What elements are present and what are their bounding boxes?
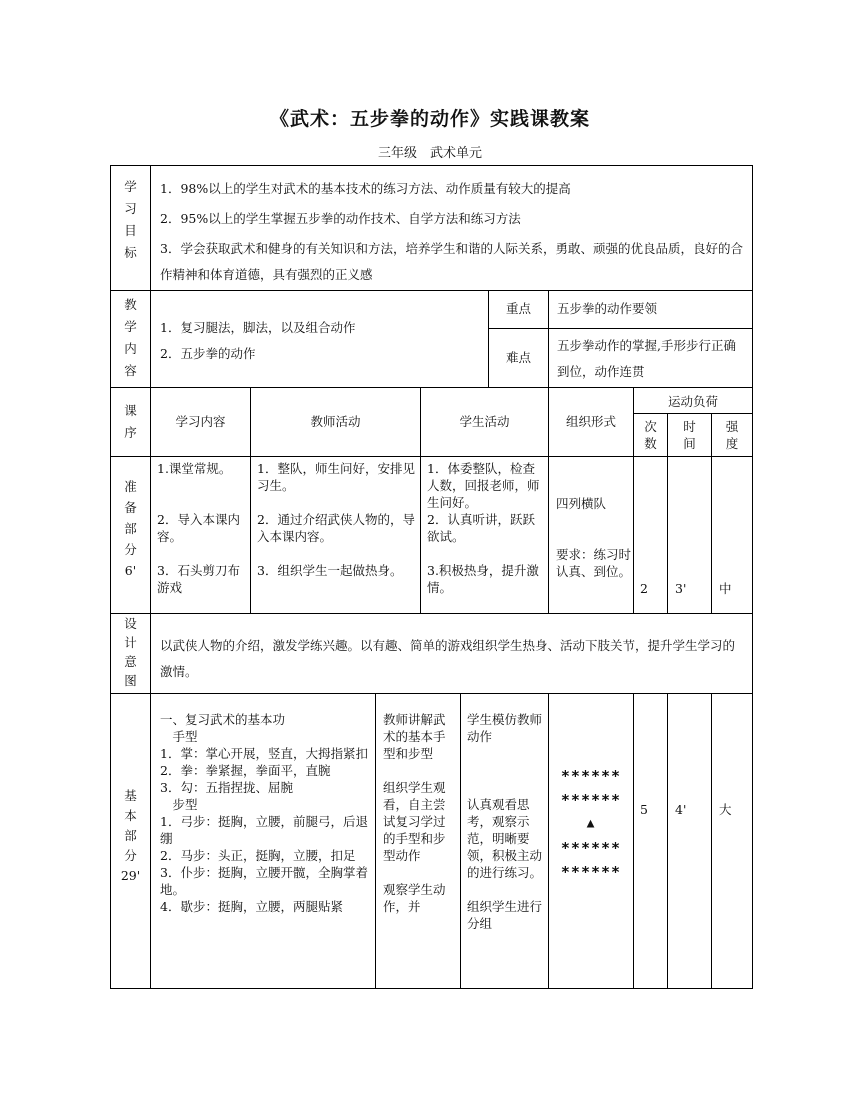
basic-teacher: 教师讲解武术的基本手型和步型 组织学生观看，自主尝试复习学过的手型和步型动作 观察学生动作，并	[383, 712, 446, 914]
header-time: 时 间	[683, 419, 696, 451]
objective-item: 1．98%以上的学生对武术的基本技术的练习方法、动作质量有较大的提高	[160, 181, 571, 196]
content-label: 教 学 内 容	[124, 297, 137, 378]
design-text: 以武侠人物的介绍，激发学练兴趣。以有趣、简单的游戏组织学生热身、活动下肢关节，提升学生学习的激情。	[160, 638, 736, 679]
document-subtitle: 三年级 武术单元	[377, 146, 482, 161]
formation-row: ******	[560, 863, 622, 881]
header-times: 次 数	[644, 419, 657, 451]
document-title: 《武术：五步拳的动作》实践课教案	[269, 108, 590, 130]
content-item: 1．复习腿法，脚法，以及组合动作	[160, 320, 356, 335]
prep-times: 2	[640, 581, 648, 596]
formation-row: ******	[560, 767, 622, 785]
objectives-list	[160, 176, 746, 288]
basic-time: 4'	[675, 802, 687, 817]
header-student: 学生活动	[459, 414, 510, 429]
objective-item: 2．95%以上的学生掌握五步拳的动作技术、自学方法和练习方法	[160, 211, 521, 226]
prep-intensity: 中	[719, 581, 732, 596]
design-label: 设 计 意 图	[124, 616, 137, 688]
teacher-marker: ▲	[586, 816, 596, 831]
basic-study: 一、复习武术的基本功 手型 1．掌：掌心开展，竖直，大拇指紧扣 2．拳：拳紧握，拳面平，直腕 3．勾：五指捏拢、屈腕 步型 1．弓步：挺胸，立腰，前腿弓，后退绷 2．马步：头正，挺胸，立腰，扣足 3．仆步：挺胸，立腰开髋，全胸掌着地。 4．歇步：挺胸，立腰，两腿贴紧	[160, 712, 368, 914]
basic-intensity: 大	[719, 802, 732, 817]
objective-item: 3．学会获取武术和健身的有关知识和方法，培养学生和谐的人际关系，勇敢、顽强的优良品质，良好的合作精神和体育道德，具有强烈的正义感	[160, 241, 743, 282]
prep-study: 1.课堂常规。 2．导入本课内容。 3．石头剪刀布游戏	[157, 461, 240, 595]
header-intensity: 强 度	[725, 419, 739, 451]
header-order: 课 序	[124, 403, 137, 440]
objectives-label: 学 习 目 标	[124, 179, 137, 260]
difficulty-text: 五步拳动作的掌握,手形步行正确到位，动作连贯	[557, 338, 736, 379]
header-study: 学习内容	[175, 414, 226, 429]
header-org: 组织形式	[565, 414, 616, 429]
basic-label: 基 本 部 分 29'	[120, 788, 141, 883]
header-teacher: 教师活动	[310, 414, 361, 429]
key-point-label: 重点	[505, 301, 531, 316]
prep-student: 1．体委整队，检查人数，回报老师，师生问好。 2．认真听讲，跃跃欲试。 3.积极热身，提升激情。	[427, 461, 540, 595]
formation-row: ******	[560, 791, 622, 809]
prep-time: 3'	[675, 581, 687, 596]
key-point-text: 五步拳的动作要领	[557, 301, 658, 316]
content-item: 2．五步拳的动作	[160, 346, 256, 361]
prep-org: 四列横队 要求：练习时认真、到位。	[556, 496, 632, 579]
basic-student: 学生模仿教师动作 认真观看思考，观察示范，明晰要领，积极主动的进行练习。 组织学生进行分组	[467, 712, 543, 931]
prep-label: 准 备 部 分 6'	[124, 479, 137, 578]
header-load: 运动负荷	[667, 394, 718, 409]
formation-diagram	[549, 764, 633, 884]
content-list	[160, 315, 480, 367]
prep-teacher: 1．整队，师生问好，安排见习生。 2．通过介绍武侠人物的，导入本课内容。 3．组织学生一起做热身。	[257, 461, 415, 578]
basic-times: 5	[640, 802, 648, 817]
difficulty-label: 难点	[505, 350, 531, 365]
formation-row: ******	[560, 839, 622, 857]
